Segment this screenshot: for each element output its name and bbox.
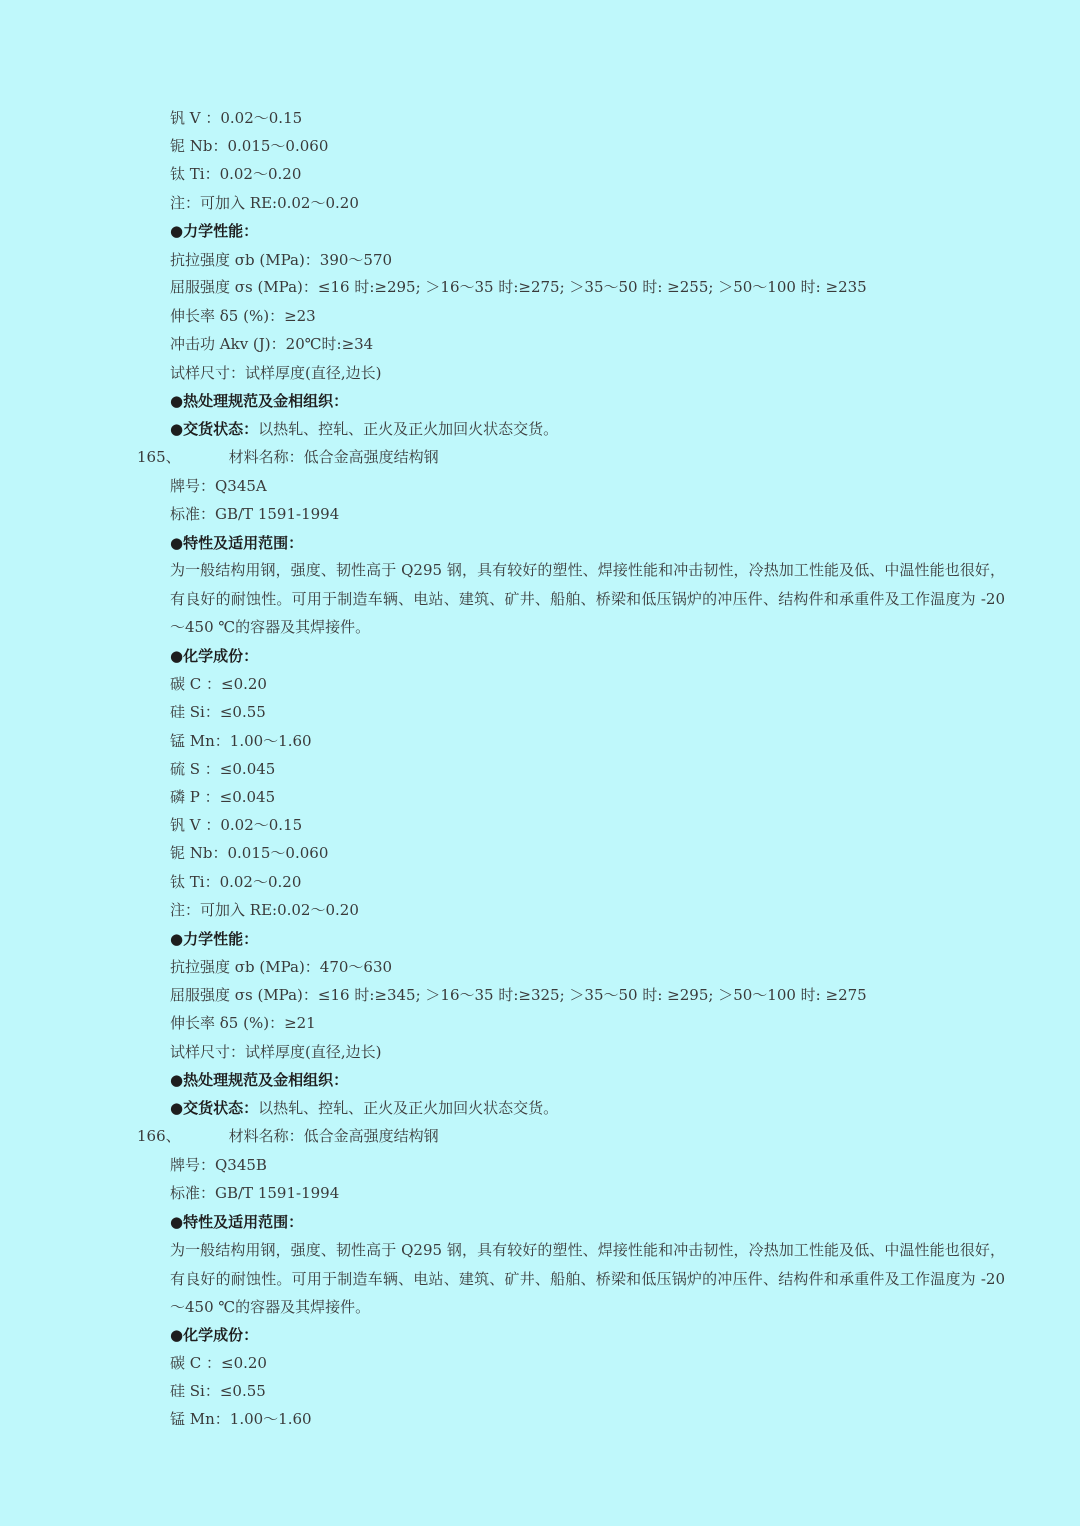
- grade-line: 牌号：Q345A: [170, 477, 267, 495]
- item-number: 166、: [137, 1127, 181, 1145]
- mechanical-heading: ●力学性能：: [170, 930, 259, 948]
- feature-heading: ●特性及适用范围：: [170, 534, 304, 552]
- niobium-line: 铌 Nb：0.015～0.060: [170, 844, 329, 862]
- sulfur-line: 硫 S ：≤0.045: [170, 760, 276, 778]
- vanadium-line: 钒 V ：0.02～0.15: [170, 109, 303, 127]
- heat-treatment-heading: ●热处理规范及金相组织：: [170, 392, 349, 410]
- delivery-heading: ●交货状态：: [170, 420, 259, 438]
- item-165-header: [137, 443, 439, 471]
- manganese-line: 锰 Mn：1.00～1.60: [170, 732, 312, 750]
- carbon-line: 碳 C ：≤0.20: [170, 675, 267, 693]
- grade-line: 牌号：Q345B: [170, 1156, 267, 1174]
- standard-line: 标准：GB/T 1591-1994: [170, 1184, 340, 1202]
- feature-heading: ●特性及适用范围：: [170, 1213, 304, 1231]
- manganese-line: 锰 Mn：1.00～1.60: [170, 1410, 312, 1428]
- item-number: 165、: [137, 448, 181, 466]
- delivery-heading: ●交货状态：: [170, 1099, 259, 1117]
- delivery-text: 以热轧、控轧、正火及正火加回火状态交货。: [258, 1099, 559, 1117]
- item-166-header: [137, 1122, 439, 1150]
- feature-paragraph: 为一般结构用钢，强度、韧性高于 Q295 钢，具有较好的塑性、焊接性能和冲击韧性，冷热加工性能及低、中温性能也很好，有良好的耐蚀性。可用于制造车辆、电站、建筑、矿井、船舶、桥梁和低压锅炉的冲压件、结构件和承重件及工作温度为 -20～450 ℃的容器及其焊接件。: [170, 561, 1005, 636]
- yield-strength-line: 屈服强度 σs (MPa)：≤16 时:≥345; ＞16～35 时:≥325; ＞35～50 时: ≥295; ＞50～100 时: ≥275: [170, 986, 867, 1004]
- chemical-heading: ●化学成份：: [170, 647, 259, 665]
- tensile-strength-line: 抗拉强度 σb (MPa)：470～630: [170, 958, 393, 976]
- vanadium-line: 钒 V ：0.02～0.15: [170, 816, 303, 834]
- phosphorus-line: 磷 P ：≤0.045: [170, 788, 276, 806]
- impact-line: 冲击功 Akv (J)：20℃时:≥34: [170, 335, 374, 353]
- delivery-line: [170, 415, 558, 443]
- titanium-line: 钛 Ti：0.02～0.20: [170, 165, 302, 183]
- delivery-text: 以热轧、控轧、正火及正火加回火状态交货。: [258, 420, 559, 438]
- delivery-line: [170, 1094, 558, 1122]
- feature-paragraph: 为一般结构用钢，强度、韧性高于 Q295 钢，具有较好的塑性、焊接性能和冲击韧性，冷热加工性能及低、中温性能也很好，有良好的耐蚀性。可用于制造车辆、电站、建筑、矿井、船舶、桥梁和低压锅炉的冲压件、结构件和承重件及工作温度为 -20～450 ℃的容器及其焊接件。: [170, 1241, 1005, 1316]
- carbon-line: 碳 C ：≤0.20: [170, 1354, 267, 1372]
- sample-size-line: 试样尺寸：试样厚度(直径,边长): [170, 364, 382, 382]
- material-name: 材料名称：低合金高强度结构钢: [228, 448, 439, 466]
- standard-line: 标准：GB/T 1591-1994: [170, 505, 340, 523]
- mechanical-heading: ●力学性能：: [170, 222, 259, 240]
- sample-size-line: 试样尺寸：试样厚度(直径,边长): [170, 1043, 382, 1061]
- note-line: 注：可加入 RE:0.02～0.20: [170, 901, 359, 919]
- heat-treatment-heading: ●热处理规范及金相组织：: [170, 1071, 349, 1089]
- titanium-line: 钛 Ti：0.02～0.20: [170, 873, 302, 891]
- silicon-line: 硅 Si：≤0.55: [170, 1382, 266, 1400]
- yield-strength-line: 屈服强度 σs (MPa)：≤16 时:≥295; ＞16～35 时:≥275; ＞35～50 时: ≥255; ＞50～100 时: ≥235: [170, 278, 867, 296]
- chemical-heading: ●化学成份：: [170, 1326, 259, 1344]
- niobium-line: 铌 Nb：0.015～0.060: [170, 137, 329, 155]
- silicon-line: 硅 Si：≤0.55: [170, 703, 266, 721]
- elongation-line: 伸长率 δ5 (%)：≥21: [170, 1014, 316, 1032]
- material-name: 材料名称：低合金高强度结构钢: [228, 1127, 439, 1145]
- note-line: 注：可加入 RE:0.02～0.20: [170, 194, 359, 212]
- tensile-strength-line: 抗拉强度 σb (MPa)：390～570: [170, 251, 393, 269]
- elongation-line: 伸长率 δ5 (%)：≥23: [170, 307, 316, 325]
